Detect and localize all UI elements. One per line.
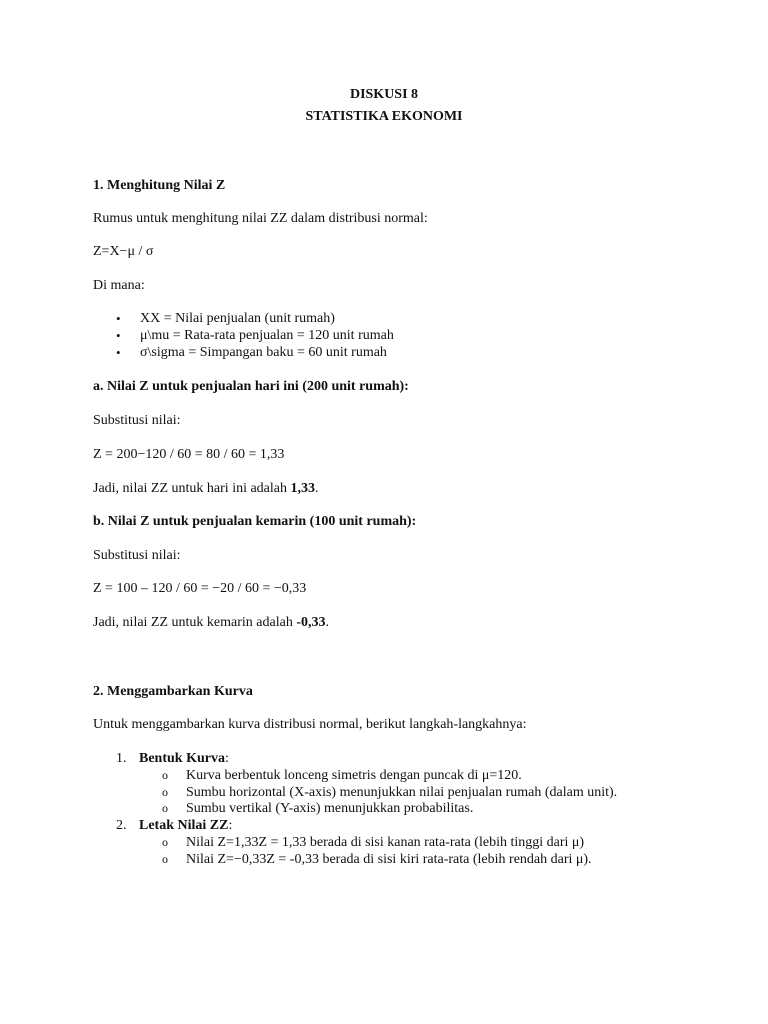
circle-bullet-icon: o [162, 835, 168, 849]
part-b-calculation: Z = 100 – 120 / 60 = −20 / 60 = −0,33 [93, 581, 307, 596]
section2-intro: Untuk menggambarkan kurva distribusi normal, berikut langkah-langkahnya: [93, 717, 527, 732]
circle-bullet-icon: o [162, 801, 168, 815]
part-b-heading: b. Nilai Z untuk penjualan kemarin (100 unit rumah): [93, 514, 417, 529]
part-a-substitution-label: Substitusi nilai: [93, 413, 181, 428]
list-item: XX = Nilai penjualan (unit rumah) [140, 311, 335, 326]
part-b-result-value: -0,33 [296, 615, 326, 630]
where-label: Di mana: [93, 278, 145, 293]
part-b-substitution-label: Substitusi nilai: [93, 548, 181, 563]
part-a-calculation: Z = 200−120 / 60 = 80 / 60 = 1,33 [93, 447, 285, 462]
step-title [139, 750, 229, 767]
step-title-text: Letak Nilai ZZ [139, 818, 229, 833]
list-item: σ\sigma = Simpangan baku = 60 unit rumah [140, 345, 387, 360]
step-title-colon: : [224, 751, 229, 766]
list-item: μ\mu = Rata-rata penjualan = 120 unit rumah [140, 328, 394, 343]
section2-heading: 2. Menggambarkan Kurva [93, 684, 253, 699]
part-a-result-period: . [315, 481, 319, 496]
part-b-result-text: Jadi, nilai ZZ untuk kemarin adalah [93, 615, 297, 630]
circle-bullet-icon: o [162, 768, 168, 782]
list-item: Kurva berbentuk lonceng simetris dengan puncak di μ=120. [186, 768, 522, 783]
bullet-icon: • [116, 328, 121, 343]
list-item: Sumbu vertikal (Y-axis) menunjukkan probabilitas. [186, 801, 474, 816]
part-a-result [93, 480, 319, 497]
part-a-heading: a. Nilai Z untuk penjualan hari ini (200 unit rumah): [93, 379, 409, 394]
step-number: 1. [116, 751, 127, 766]
bullet-icon: • [116, 345, 121, 360]
part-b-result-period: . [325, 615, 329, 630]
circle-bullet-icon: o [162, 852, 168, 866]
step-title [139, 817, 232, 834]
bullet-icon: • [116, 311, 121, 326]
step-number: 2. [116, 818, 127, 833]
section1-intro: Rumus untuk menghitung nilai ZZ dalam distribusi normal: [93, 211, 428, 226]
list-item: Nilai Z=−0,33Z = -0,33 berada di sisi kiri rata-rata (lebih rendah dari μ). [186, 852, 592, 867]
circle-bullet-icon: o [162, 785, 168, 799]
part-b-result [93, 614, 329, 631]
part-a-result-value: 1,33 [290, 481, 316, 496]
document-subtitle: STATISTIKA EKONOMI [305, 109, 463, 124]
part-a-result-text: Jadi, nilai ZZ untuk hari ini adalah [93, 481, 291, 496]
step-title-text: Bentuk Kurva [139, 751, 225, 766]
z-formula: Z=X−μ / σ [93, 244, 154, 259]
document-title: DISKUSI 8 [349, 87, 419, 102]
section1-heading: 1. Menghitung Nilai Z [93, 178, 226, 193]
list-item: Nilai Z=1,33Z = 1,33 berada di sisi kanan rata-rata (lebih tinggi dari μ) [186, 835, 585, 850]
step-title-colon: : [228, 818, 233, 833]
list-item: Sumbu horizontal (X-axis) menunjukkan nilai penjualan rumah (dalam unit). [186, 785, 618, 800]
